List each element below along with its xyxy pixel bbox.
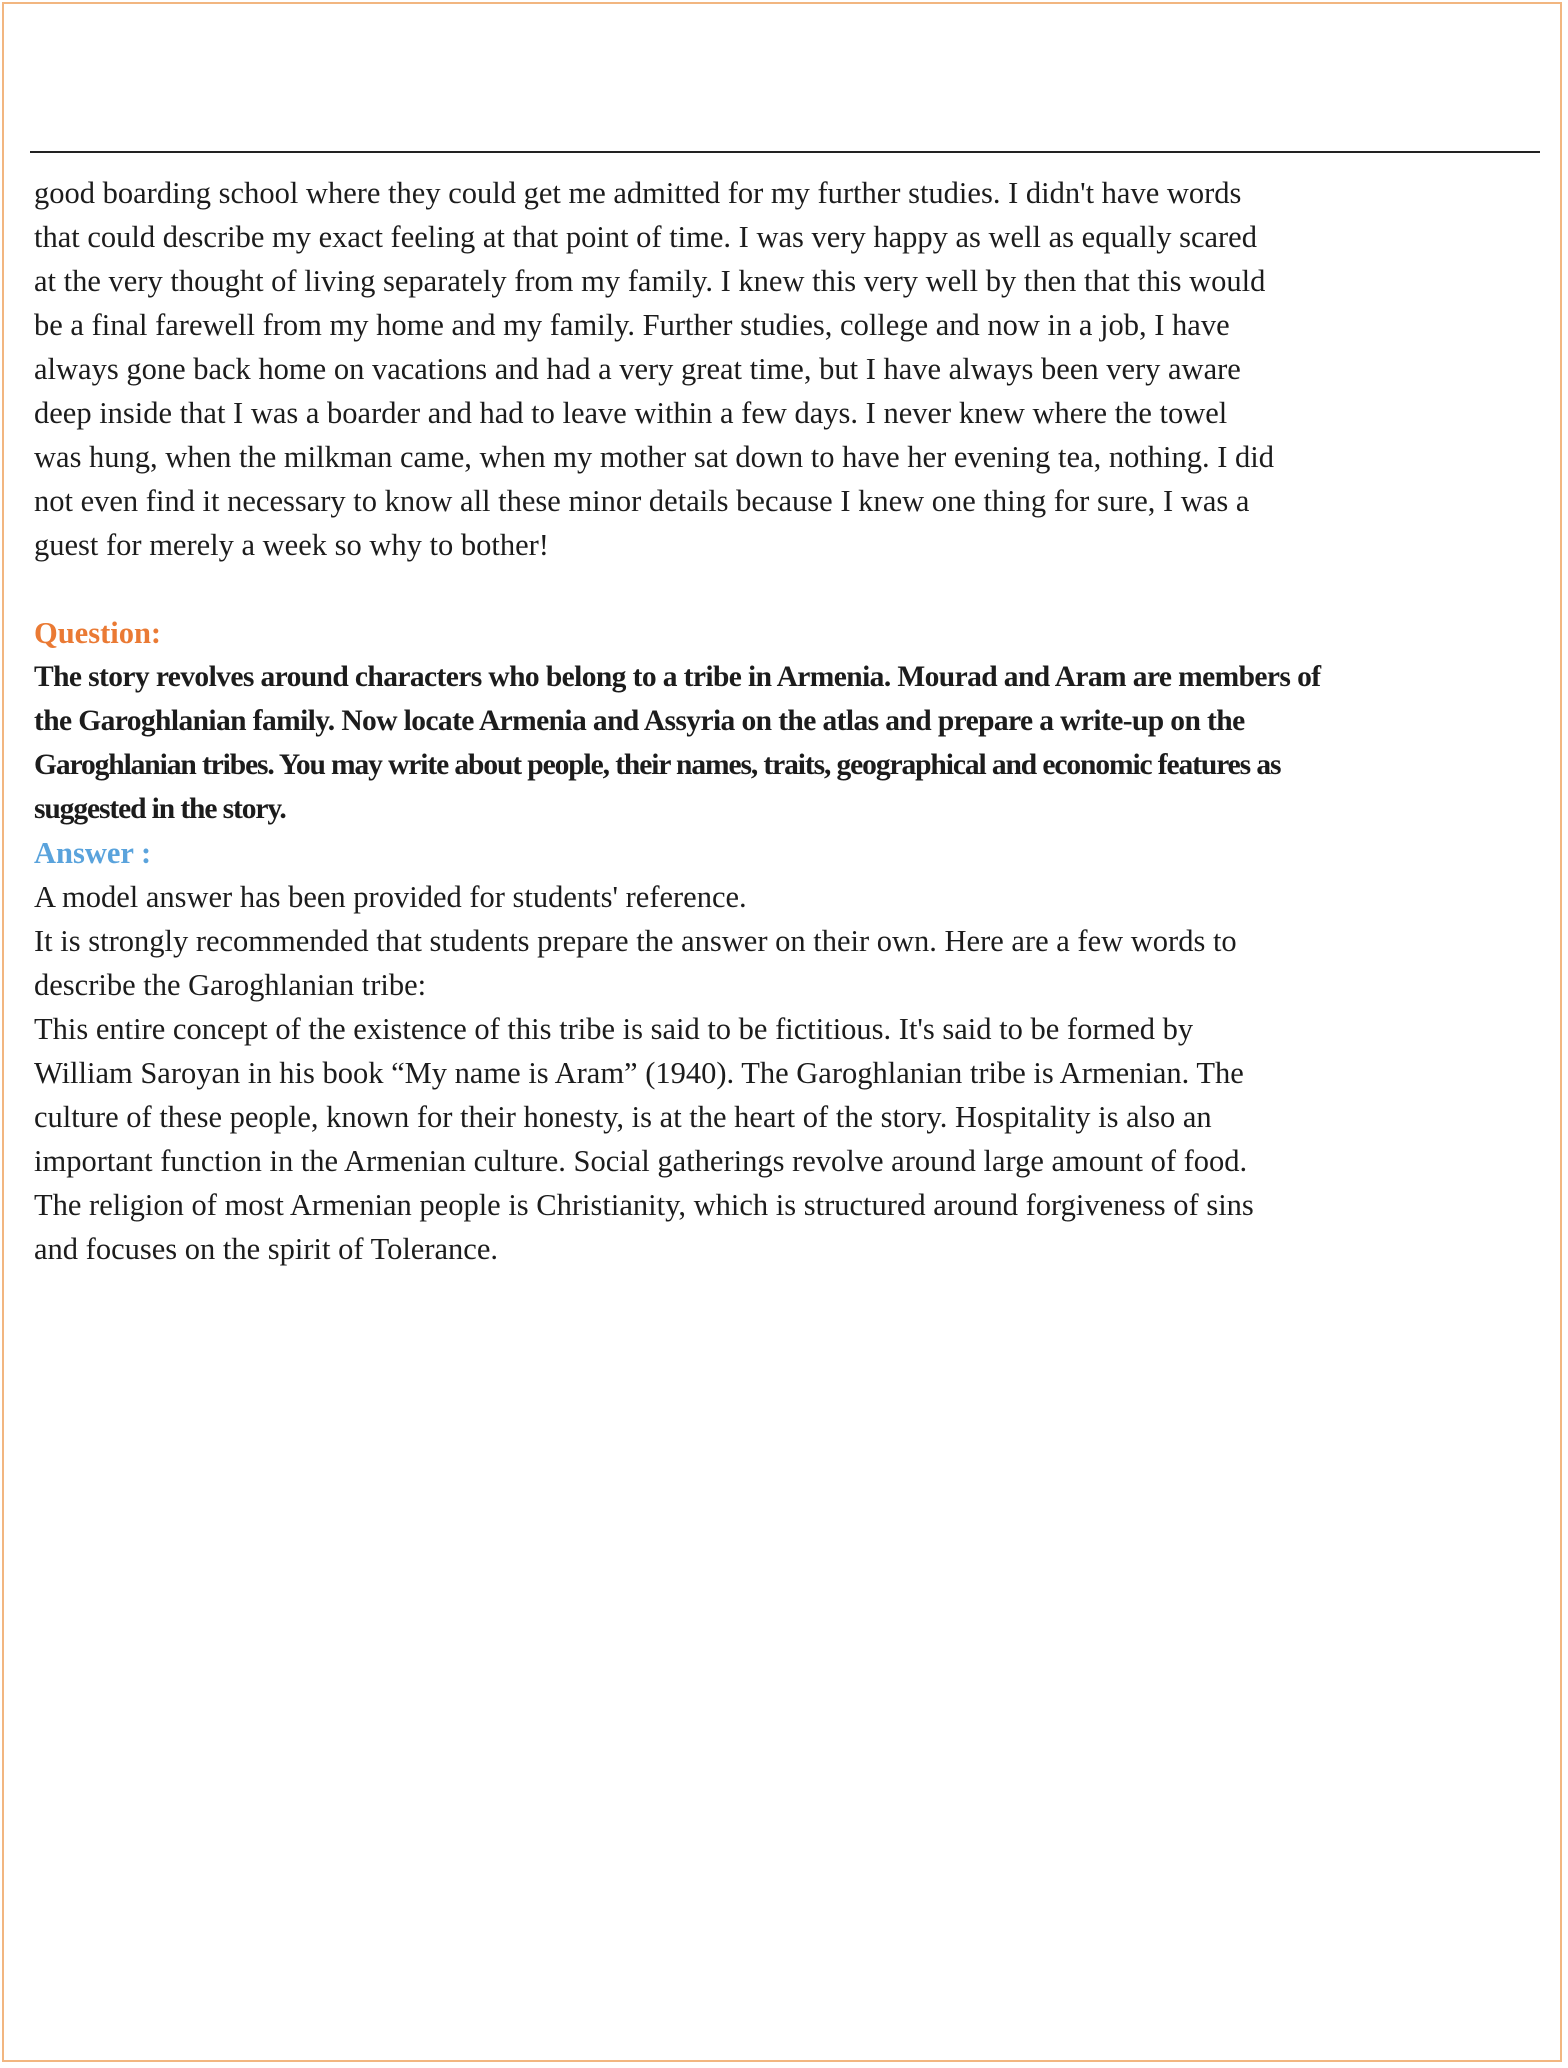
question-text-line: the Garoghlanian family. Now locate Armenia and Assyria on the atlas and prepare a write-up on the	[34, 705, 1245, 737]
answer-text-line: It is strongly recommended that students prepare the answer on their own. Here are a few words to	[34, 924, 1237, 958]
section-spacer	[34, 567, 1534, 611]
passage-line: that could describe my exact feeling at that point of time. I was very happy as well as equally scared	[34, 220, 1257, 254]
passage-line: deep inside that I was a boarder and had to leave within a few days. I never knew where the towel	[34, 396, 1228, 430]
page-content	[34, 171, 1534, 1271]
question-text-line: The story revolves around characters who belong to a tribe in Armenia. Mourad and Aram are members of	[34, 661, 1321, 693]
answer-text-line: This entire concept of the existence of this tribe is said to be fictitious. It's said to be formed by	[34, 1012, 1194, 1046]
answer-text-line: important function in the Armenian culture. Social gatherings revolve around large amount of food.	[34, 1144, 1248, 1178]
question-text-line: Garoghlanian tribes. You may write about people, their names, traits, geographical and economic features as	[34, 749, 1281, 781]
passage-line: at the very thought of living separately from my family. I knew this very well by then that this would	[34, 264, 1266, 298]
header-divider	[30, 151, 1540, 153]
passage-paragraph	[34, 171, 1534, 567]
answer-text-line: describe the Garoghlanian tribe:	[34, 968, 427, 1002]
passage-line: good boarding school where they could get me admitted for my further studies. I didn't have words	[34, 176, 1242, 210]
passage-line: was hung, when the milkman came, when my mother sat down to have her evening tea, nothing. I did	[34, 440, 1275, 474]
answer-text-line: A model answer has been provided for students' reference.	[34, 880, 747, 914]
passage-line: be a final farewell from my home and my family. Further studies, college and now in a job, I have	[34, 308, 1230, 342]
question-heading: Question:	[34, 616, 162, 650]
answer-text-line: culture of these people, known for their honesty, is at the heart of the story. Hospitality is also an	[34, 1100, 1212, 1134]
passage-line: always gone back home on vacations and had a very great time, but I have always been very aware	[34, 352, 1241, 386]
answer-heading: Answer :	[34, 836, 152, 870]
answer-text-line: and focuses on the spirit of Tolerance.	[34, 1232, 498, 1266]
answer-text-line: William Saroyan in his book “My name is Aram” (1940). The Garoghlanian tribe is Armenian. The	[34, 1056, 1244, 1090]
passage-line: guest for merely a week so why to bother!	[34, 528, 549, 562]
answer-section	[34, 831, 1534, 1271]
question-section	[34, 611, 1534, 831]
question-text-line: suggested in the story.	[34, 793, 286, 825]
passage-line: not even find it necessary to know all these minor details because I knew one thing for sure, I was a	[34, 484, 1250, 518]
answer-text-line: The religion of most Armenian people is Christianity, which is structured around forgiveness of sins	[34, 1188, 1254, 1222]
